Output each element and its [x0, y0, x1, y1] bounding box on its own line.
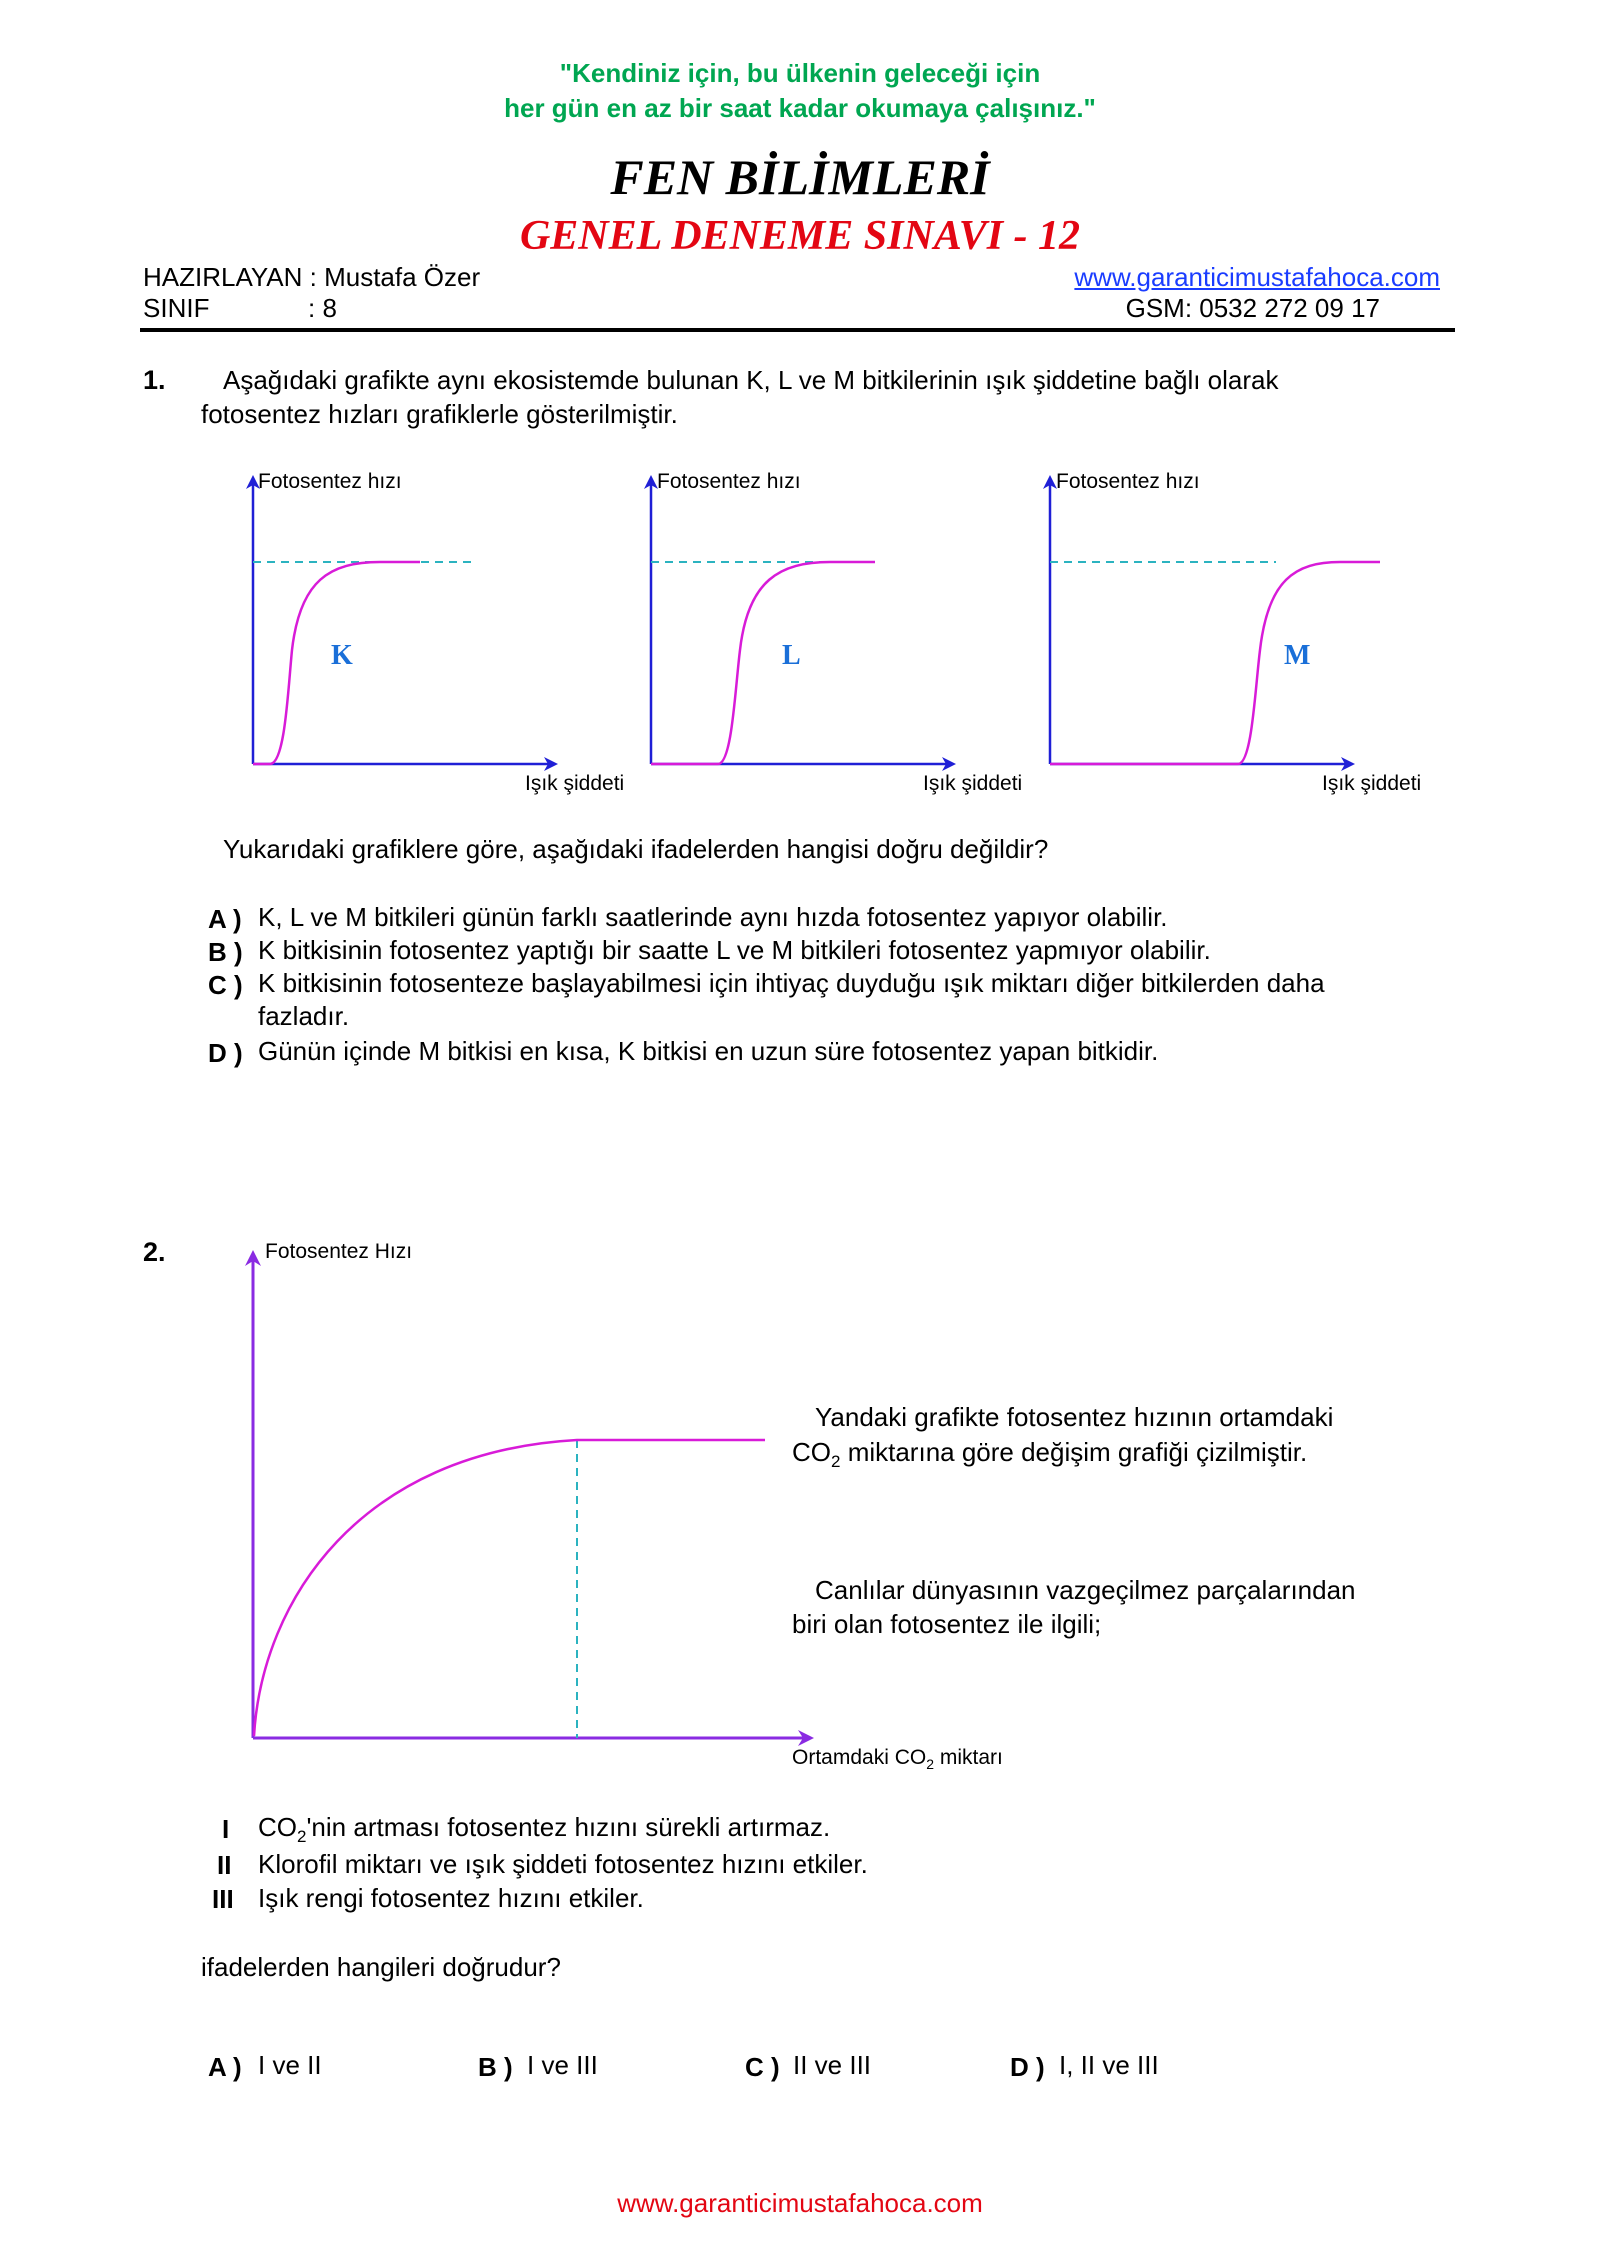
phone-number: GSM: 0532 272 09 17 — [1125, 293, 1380, 323]
graph-l-curve — [651, 562, 875, 764]
q1-option-c-text-cont[interactable]: fazladır. — [258, 1001, 350, 1031]
q2-side-text-1-line2: $CO_2$ miktarına göre değişim grafiği çizilmiştir. — [792, 1437, 1308, 1472]
q2-curve — [254, 1440, 765, 1736]
q2-option-c-text[interactable]: II ve III — [793, 2050, 872, 2080]
q2-option-a-letter[interactable]: A ) — [208, 2052, 242, 2082]
class-label: SINIF — [143, 293, 210, 323]
graph-l-x-label: Işık şiddeti — [923, 772, 1023, 795]
q2-statement-3-num: III — [212, 1884, 234, 1914]
q1-text-line2: fotosentez hızları grafiklerle gösterilmiştir. — [201, 399, 678, 429]
q2-side-text-2-line1: Canlılar dünyasının vazgeçilmez parçalarından — [815, 1575, 1356, 1605]
graph-l — [651, 482, 949, 764]
q2-y-label: Fotosentez Hızı — [265, 1240, 413, 1263]
q2-option-a-text[interactable]: I ve II — [258, 2050, 322, 2080]
q2-number: 2. — [143, 1237, 166, 1267]
footer-website[interactable]: www.garanticimustafahoca.com — [617, 2188, 983, 2218]
website-link[interactable]: www.garanticimustafahoca.com — [1074, 262, 1440, 292]
graph-k — [253, 482, 551, 764]
graph-m — [1050, 482, 1380, 764]
author-label: HAZIRLAYAN : Mustafa Özer — [143, 262, 481, 292]
graph-m-curve-label: M — [1284, 640, 1311, 671]
quote-line-2: her gün en az bir saat kadar okumaya çalışınız." — [504, 93, 1096, 123]
page-title: FEN BİLİMLERİ — [610, 149, 990, 205]
q2-statement-1-num: I — [222, 1814, 230, 1844]
class-value: : 8 — [308, 293, 337, 323]
q1-option-b-text[interactable]: K bitkisinin fotosentez yaptığı bir saatte L ve M bitkileri fotosentez yapmıyor olabilir. — [258, 935, 1211, 965]
graph-l-curve-label: L — [782, 640, 801, 671]
q2-question: ifadelerden hangileri doğrudur? — [201, 1952, 561, 1982]
q1-option-a-text[interactable]: K, L ve M bitkileri günün farklı saatlerinde aynı hızda fotosentez yapıyor olabilir. — [258, 902, 1168, 932]
q1-option-b-letter[interactable]: B ) — [208, 937, 243, 967]
q2-option-c-letter[interactable]: C ) — [745, 2052, 780, 2082]
q1-option-a-letter[interactable]: A ) — [208, 904, 242, 934]
q1-option-d-text[interactable]: Günün içinde M bitkisi en kısa, K bitkisi en uzun süre fotosentez yapan bitkidir. — [258, 1036, 1159, 1066]
q1-number: 1. — [143, 365, 166, 395]
graph-m-x-label: Işık şiddeti — [1322, 772, 1422, 795]
graph-m-curve — [1050, 562, 1380, 764]
quote-line-1: "Kendiniz için, bu ülkenin geleceği için — [559, 58, 1041, 88]
q2-graph — [253, 1258, 806, 1738]
page-subtitle: GENEL DENEME SINAVI - 12 — [519, 213, 1081, 259]
q2-option-d-letter[interactable]: D ) — [1010, 2052, 1045, 2082]
q2-option-b-text[interactable]: I ve III — [527, 2050, 598, 2080]
q2-statement-3: Işık rengi fotosentez hızını etkiler. — [258, 1883, 644, 1913]
q2-statement-2-num: II — [217, 1850, 232, 1880]
q2-statement-1: $CO_2'nin$ artması fotosentez hızını sürekli artırmaz. — [258, 1812, 831, 1847]
q2-side-text-2-line2: biri olan fotosentez ile ilgili; — [792, 1609, 1102, 1639]
q2-x-label: Ortamdaki $CO_2$ miktarı — [792, 1746, 1003, 1773]
q2-side-text-1-line1: Yandaki grafikte fotosentez hızının ortamdaki — [815, 1402, 1334, 1432]
graph-k-y-label: Fotosentez hızı — [258, 470, 402, 493]
q2-option-b-letter[interactable]: B ) — [478, 2052, 513, 2082]
q1-option-c-letter[interactable]: C ) — [208, 970, 243, 1000]
graph-l-y-label: Fotosentez hızı — [657, 470, 801, 493]
graph-k-curve-label: K — [331, 640, 353, 671]
q2-statement-2: Klorofil miktarı ve ışık şiddeti fotosentez hızını etkiler. — [258, 1849, 868, 1879]
q1-option-c-text[interactable]: K bitkisinin fotosenteze başlayabilmesi için ihtiyaç duyduğu ışık miktarı diğer bitkilerden daha — [258, 968, 1325, 998]
graph-m-y-label: Fotosentez hızı — [1056, 470, 1200, 493]
q1-question: Yukarıdaki grafiklere göre, aşağıdaki ifadelerden hangisi doğru değildir? — [223, 834, 1049, 864]
q2-option-d-text[interactable]: I, II ve III — [1059, 2050, 1159, 2080]
graph-k-x-label: Işık şiddeti — [525, 772, 625, 795]
q1-option-d-letter[interactable]: D ) — [208, 1038, 243, 1068]
q1-text-line1: Aşağıdaki grafikte aynı ekosistemde bulunan K, L ve M bitkilerinin ışık şiddetine bağlı olarak — [223, 365, 1279, 395]
